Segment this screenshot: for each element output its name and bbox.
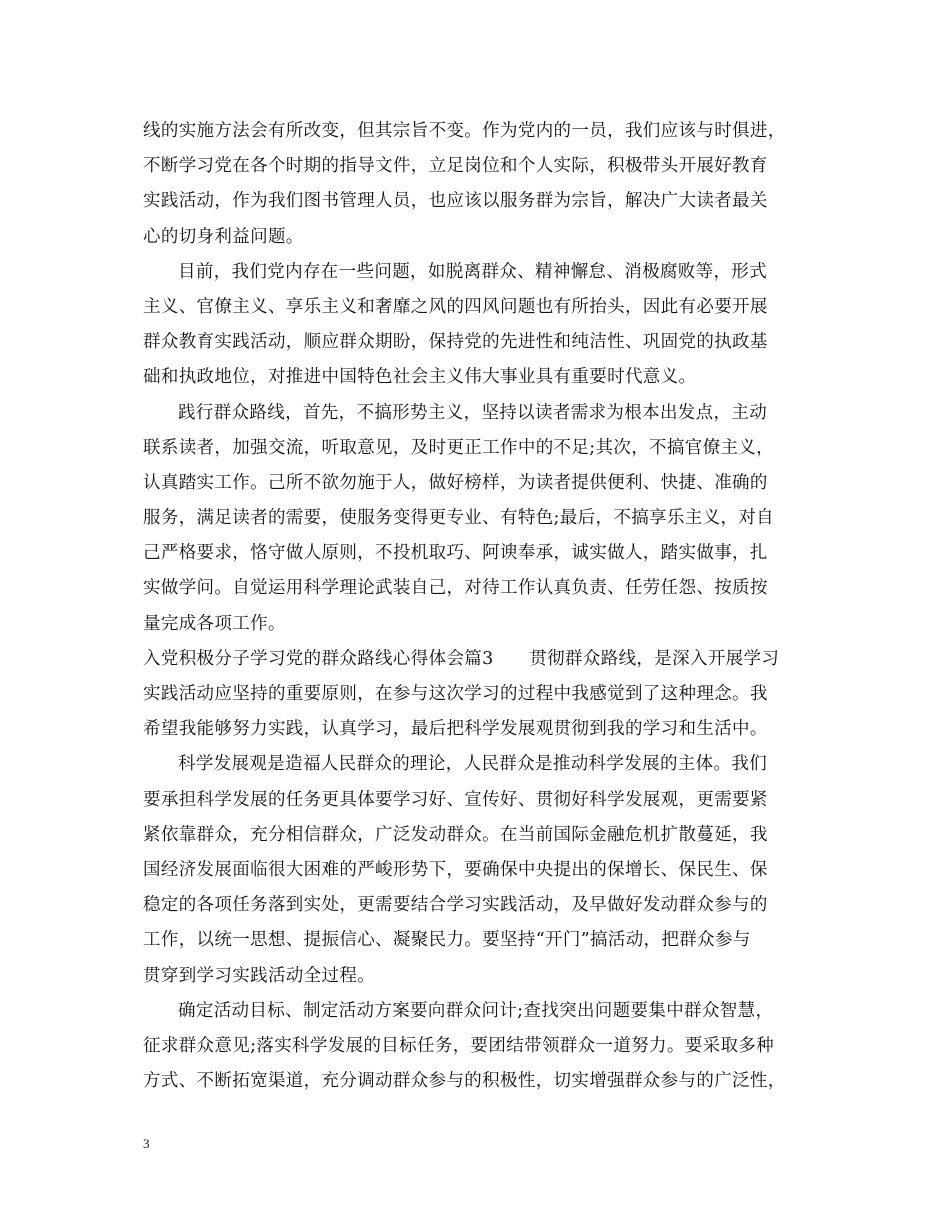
section-heading-line: 入党积极分子学习党的群众路线心得体会篇3 贯彻群众路线，是深入开展学习 bbox=[143, 648, 780, 669]
text-line: 方式、不断拓宽渠道，充分调动群众参与的积极性，切实增强群众参与的广泛性， bbox=[143, 1071, 786, 1092]
text-line: 贯穿到学习实践活动全过程。 bbox=[143, 965, 376, 986]
text-line: 科学发展观是造福人民群众的理论，人民群众是推动科学发展的主体。我们 bbox=[178, 754, 768, 775]
text-line: 不断学习党在各个时期的指导文件，立足岗位和个人实际，积极带头开展好教育 bbox=[143, 156, 768, 177]
text-line: 征求群众意见;落实科学发展的目标任务，要团结带领群众一道努力。要采取多种 bbox=[143, 1035, 774, 1056]
text-line: 群众教育实践活动，顺应群众期盼，保持党的先进性和纯洁性、巩固党的执政基 bbox=[143, 332, 768, 353]
text-line: 主义、官僚主义、享乐主义和奢靡之风的四风问题也有所抬头，因此有必要开展 bbox=[143, 296, 768, 317]
text-line: 础和执政地位，对推进中国特色社会主义伟大事业具有重要时代意义。 bbox=[143, 367, 697, 388]
text-line: 实践活动应坚持的重要原则，在参与这次学习的过程中我感觉到了这种理念。我 bbox=[143, 684, 768, 704]
text-line: 践行群众路线，首先，不搞形势主义，坚持以读者需求为根本出发点，主动 bbox=[178, 402, 768, 423]
text-line: 紧依靠群众，充分相信群众，广泛发动群众。在当前国际金融危机扩散蔓延，我 bbox=[143, 824, 768, 845]
text-line: 实践活动，作为我们图书管理人员，也应该以服务群为宗旨，解决广大读者最关 bbox=[143, 191, 768, 212]
text-line: 工作，以统一思想、提振信心、凝聚民力。要坚持“开门”搞活动，把群众参与 bbox=[143, 930, 751, 951]
text-line: 量完成各项工作。 bbox=[143, 613, 286, 634]
body-text bbox=[143, 114, 813, 1099]
text-line: 实做学问。自觉运用科学理论武装自己，对待工作认真负责、任劳任怨、按质按 bbox=[143, 578, 768, 599]
text-line: 希望我能够努力实践，认真学习，最后把科学发展观贯彻到我的学习和生活中。 bbox=[143, 719, 768, 740]
text-line: 确定活动目标、制定活动方案要向群众问计;查找突出问题要集中群众智慧， bbox=[178, 1000, 774, 1021]
text-line: 联系读者，加强交流，听取意见，及时更正工作中的不足;其次，不搞官僚主义， bbox=[143, 437, 774, 458]
text-line: 线的实施方法会有所改变，但其宗旨不变。作为党内的一员，我们应该与时俱进， bbox=[143, 121, 786, 141]
text-line: 国经济发展面临很大困难的严峻形势下，要确保中央提出的保增长、保民生、保 bbox=[143, 859, 768, 880]
page-number: 3 bbox=[143, 1136, 150, 1151]
text-line: 目前，我们党内存在一些问题，如脱离群众、精神懈怠、消极腐败等，形式 bbox=[178, 261, 768, 282]
text-line: 稳定的各项任务落到实处，更需要结合学习实践活动，及早做好发动群众参与的 bbox=[143, 895, 768, 916]
text-line: 己严格要求，恪守做人原则，不投机取巧、阿谀奉承，诚实做人，踏实做事，扎 bbox=[143, 543, 768, 564]
text-line: 认真踏实工作。己所不欲勿施于人，做好榜样，为读者提供便利、快捷、准确的 bbox=[143, 472, 768, 493]
text-line: 心的切身利益问题。 bbox=[143, 226, 304, 247]
text-line: 服务，满足读者的需要，使服务变得更专业、有特色;最后，不搞享乐主义，对自 bbox=[143, 508, 774, 529]
text-line: 要承担科学发展的任务更具体要学习好、宣传好、贯彻好科学发展观，更需要紧 bbox=[143, 789, 768, 810]
